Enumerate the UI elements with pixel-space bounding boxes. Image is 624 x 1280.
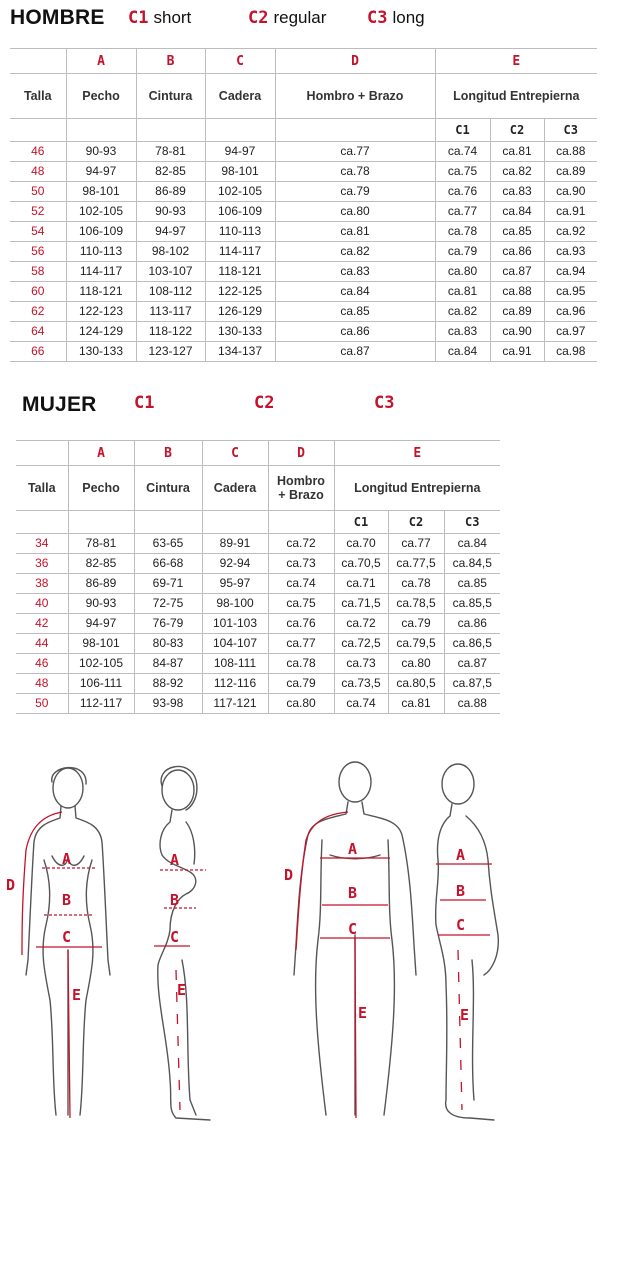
cell-pecho: 78-81 <box>68 534 134 554</box>
subheader-c3: C3 <box>444 511 500 534</box>
mujer-title: MUJER <box>22 393 97 416</box>
cell-entrepierna-c3: ca.98 <box>544 342 597 362</box>
cell-entrepierna-c3: ca.86 <box>444 614 500 634</box>
cell-talla: 34 <box>16 534 68 554</box>
col-letter-c: C <box>202 441 268 466</box>
cell-cadera: 126-129 <box>205 302 275 322</box>
legend-label: regular <box>273 8 327 27</box>
subheader-c1: C1 <box>435 119 490 142</box>
cell-entrepierna-c3: ca.87,5 <box>444 674 500 694</box>
cell-hombro-brazo: ca.72 <box>268 534 334 554</box>
woman-front-label-e: E <box>72 986 82 1004</box>
cell-cintura: 88-92 <box>134 674 202 694</box>
cell-entrepierna-c2: ca.80 <box>388 654 444 674</box>
man-front-label-e: E <box>358 1004 368 1022</box>
man-side-label-a: A <box>456 846 466 864</box>
col-letter-a: A <box>68 441 134 466</box>
cell-talla: 60 <box>10 282 66 302</box>
header-talla: Talla <box>10 74 66 119</box>
legend-code: C1 <box>134 393 155 413</box>
cell-cintura: 123-127 <box>136 342 205 362</box>
cell-pecho: 110-113 <box>66 242 136 262</box>
cell-cintura: 86-89 <box>136 182 205 202</box>
cell-entrepierna-c1: ca.82 <box>435 302 490 322</box>
col-letter-d: D <box>275 49 435 74</box>
hombre-legend-c2 <box>248 8 326 28</box>
cell-entrepierna-c1: ca.70,5 <box>334 554 388 574</box>
cell-cadera: 130-133 <box>205 322 275 342</box>
cell-hombro-brazo: ca.78 <box>268 654 334 674</box>
cell-talla: 44 <box>16 634 68 654</box>
cell-pecho: 86-89 <box>68 574 134 594</box>
woman-side-label-b: B <box>170 891 180 909</box>
cell-cadera: 134-137 <box>205 342 275 362</box>
cell-entrepierna-c1: ca.72,5 <box>334 634 388 654</box>
cell-hombro-brazo: ca.77 <box>275 142 435 162</box>
cell-talla: 38 <box>16 574 68 594</box>
cell-entrepierna-c3: ca.95 <box>544 282 597 302</box>
subheader-c3: C3 <box>544 119 597 142</box>
cell-entrepierna-c2: ca.77,5 <box>388 554 444 574</box>
cell-cintura: 84-87 <box>134 654 202 674</box>
cell-cintura: 76-79 <box>134 614 202 634</box>
cell-entrepierna-c1: ca.70 <box>334 534 388 554</box>
table-row <box>16 674 500 694</box>
cell-cintura: 93-98 <box>134 694 202 714</box>
hombre-header <box>10 6 105 30</box>
cell-hombro-brazo: ca.80 <box>275 202 435 222</box>
mujer-legend-c3 <box>374 393 394 413</box>
cell-entrepierna-c2: ca.81 <box>388 694 444 714</box>
cell-hombro-brazo: ca.84 <box>275 282 435 302</box>
cell-cintura: 118-122 <box>136 322 205 342</box>
header-cadera: Cadera <box>205 74 275 119</box>
hombre-legend-c3 <box>367 8 425 28</box>
header-pecho: Pecho <box>68 466 134 511</box>
cell-talla: 40 <box>16 594 68 614</box>
cell-pecho: 98-101 <box>68 634 134 654</box>
cell-entrepierna-c2: ca.82 <box>490 162 544 182</box>
table-row <box>10 262 597 282</box>
cell-talla: 50 <box>16 694 68 714</box>
mujer-header <box>22 393 97 417</box>
header-hombro-line1: Hombro <box>277 474 325 488</box>
table-row <box>10 182 597 202</box>
cell-cintura: 82-85 <box>136 162 205 182</box>
table-row <box>10 222 597 242</box>
cell-hombro-brazo: ca.77 <box>268 634 334 654</box>
cell-cadera: 106-109 <box>205 202 275 222</box>
table-row <box>10 162 597 182</box>
cell-hombro-brazo: ca.78 <box>275 162 435 182</box>
cell-entrepierna-c1: ca.72 <box>334 614 388 634</box>
table-row <box>10 242 597 262</box>
cell-hombro-brazo: ca.75 <box>268 594 334 614</box>
cell-entrepierna-c2: ca.90 <box>490 322 544 342</box>
cell-pecho: 130-133 <box>66 342 136 362</box>
cell-entrepierna-c2: ca.78 <box>388 574 444 594</box>
legend-code: C3 <box>367 8 388 28</box>
cell-talla: 56 <box>10 242 66 262</box>
legend-code: C1 <box>128 8 149 28</box>
cell-entrepierna-c2: ca.91 <box>490 342 544 362</box>
cell-talla: 48 <box>10 162 66 182</box>
cell-hombro-brazo: ca.73 <box>268 554 334 574</box>
cell-hombro-brazo: ca.76 <box>268 614 334 634</box>
cell-hombro-brazo: ca.79 <box>275 182 435 202</box>
cell-entrepierna-c1: ca.74 <box>334 694 388 714</box>
cell-pecho: 114-117 <box>66 262 136 282</box>
cell-cadera: 98-100 <box>202 594 268 614</box>
mujer-size-table <box>16 440 500 714</box>
cell-talla: 54 <box>10 222 66 242</box>
cell-pecho: 102-105 <box>66 202 136 222</box>
cell-entrepierna-c3: ca.88 <box>444 694 500 714</box>
cell-entrepierna-c2: ca.79 <box>388 614 444 634</box>
cell-entrepierna-c2: ca.77 <box>388 534 444 554</box>
cell-pecho: 112-117 <box>68 694 134 714</box>
table-row <box>16 614 500 634</box>
cell-entrepierna-c2: ca.81 <box>490 142 544 162</box>
header-hombro-line2: + Brazo <box>278 488 324 502</box>
cell-entrepierna-c1: ca.75 <box>435 162 490 182</box>
woman-side-figure <box>158 767 210 1120</box>
woman-front-label-b: B <box>62 891 72 909</box>
cell-entrepierna-c1: ca.84 <box>435 342 490 362</box>
cell-talla: 64 <box>10 322 66 342</box>
man-side-label-e: E <box>460 1006 470 1024</box>
cell-cadera: 101-103 <box>202 614 268 634</box>
legend-code: C2 <box>254 393 275 413</box>
legend-code: C2 <box>248 8 269 28</box>
cell-entrepierna-c3: ca.88 <box>544 142 597 162</box>
hombre-rows <box>10 142 597 362</box>
cell-entrepierna-c3: ca.86,5 <box>444 634 500 654</box>
cell-entrepierna-c3: ca.89 <box>544 162 597 182</box>
cell-cintura: 94-97 <box>136 222 205 242</box>
hombre-title: HOMBRE <box>10 6 105 29</box>
cell-pecho: 122-123 <box>66 302 136 322</box>
cell-talla: 50 <box>10 182 66 202</box>
cell-hombro-brazo: ca.83 <box>275 262 435 282</box>
table-row <box>10 142 597 162</box>
cell-hombro-brazo: ca.86 <box>275 322 435 342</box>
cell-cintura: 113-117 <box>136 302 205 322</box>
woman-front-label-a: A <box>62 850 72 868</box>
cell-cintura: 63-65 <box>134 534 202 554</box>
cell-entrepierna-c2: ca.83 <box>490 182 544 202</box>
cell-entrepierna-c1: ca.78 <box>435 222 490 242</box>
cell-pecho: 106-109 <box>66 222 136 242</box>
cell-talla: 62 <box>10 302 66 322</box>
cell-cintura: 108-112 <box>136 282 205 302</box>
cell-entrepierna-c3: ca.97 <box>544 322 597 342</box>
cell-cadera: 98-101 <box>205 162 275 182</box>
man-front-label-b: B <box>348 884 358 902</box>
cell-entrepierna-c2: ca.89 <box>490 302 544 322</box>
legend-label: long <box>392 8 425 27</box>
cell-entrepierna-c1: ca.79 <box>435 242 490 262</box>
cell-talla: 52 <box>10 202 66 222</box>
cell-entrepierna-c1: ca.73,5 <box>334 674 388 694</box>
man-side-label-c: C <box>456 916 466 934</box>
cell-hombro-brazo: ca.79 <box>268 674 334 694</box>
header-talla: Talla <box>16 466 68 511</box>
col-letter-a: A <box>66 49 136 74</box>
cell-cintura: 72-75 <box>134 594 202 614</box>
legend-code: C3 <box>374 393 395 413</box>
woman-front-label-c: C <box>62 928 72 946</box>
cell-entrepierna-c2: ca.86 <box>490 242 544 262</box>
cell-entrepierna-c2: ca.80,5 <box>388 674 444 694</box>
table-row <box>16 554 500 574</box>
cell-cadera: 108-111 <box>202 654 268 674</box>
cell-entrepierna-c1: ca.80 <box>435 262 490 282</box>
cell-pecho: 94-97 <box>66 162 136 182</box>
cell-entrepierna-c3: ca.84 <box>444 534 500 554</box>
table-row <box>10 342 597 362</box>
cell-cadera: 122-125 <box>205 282 275 302</box>
table-row <box>16 594 500 614</box>
cell-hombro-brazo: ca.85 <box>275 302 435 322</box>
cell-entrepierna-c1: ca.71,5 <box>334 594 388 614</box>
cell-cintura: 66-68 <box>134 554 202 574</box>
cell-entrepierna-c3: ca.87 <box>444 654 500 674</box>
header-cadera: Cadera <box>202 466 268 511</box>
cell-pecho: 90-93 <box>66 142 136 162</box>
cell-cintura: 98-102 <box>136 242 205 262</box>
cell-entrepierna-c3: ca.90 <box>544 182 597 202</box>
table-row <box>10 202 597 222</box>
cell-entrepierna-c1: ca.74 <box>435 142 490 162</box>
cell-pecho: 118-121 <box>66 282 136 302</box>
cell-entrepierna-c1: ca.71 <box>334 574 388 594</box>
man-front-label-d: D <box>284 866 294 884</box>
mujer-legend-c2 <box>254 393 274 413</box>
cell-entrepierna-c3: ca.92 <box>544 222 597 242</box>
header-cintura: Cintura <box>134 466 202 511</box>
cell-entrepierna-c3: ca.94 <box>544 262 597 282</box>
col-letter-d: D <box>268 441 334 466</box>
woman-side-label-a: A <box>170 851 180 869</box>
header-hombro-brazo <box>268 466 334 511</box>
col-letter-e: E <box>334 441 500 466</box>
header-entrepierna: Longitud Entrepierna <box>435 74 597 119</box>
cell-pecho: 106-111 <box>68 674 134 694</box>
cell-entrepierna-c2: ca.84 <box>490 202 544 222</box>
hombre-legend-c1 <box>128 8 191 28</box>
cell-cintura: 80-83 <box>134 634 202 654</box>
woman-side-label-c: C <box>170 928 180 946</box>
col-letter-b: B <box>134 441 202 466</box>
cell-pecho: 102-105 <box>68 654 134 674</box>
cell-entrepierna-c1: ca.73 <box>334 654 388 674</box>
table-row <box>10 322 597 342</box>
cell-hombro-brazo: ca.87 <box>275 342 435 362</box>
table-row <box>16 634 500 654</box>
subheader-c2: C2 <box>490 119 544 142</box>
cell-entrepierna-c1: ca.83 <box>435 322 490 342</box>
cell-entrepierna-c2: ca.87 <box>490 262 544 282</box>
woman-side-label-e: E <box>177 981 187 999</box>
cell-cadera: 92-94 <box>202 554 268 574</box>
cell-pecho: 124-129 <box>66 322 136 342</box>
hombre-size-table <box>10 48 597 362</box>
cell-entrepierna-c2: ca.78,5 <box>388 594 444 614</box>
cell-talla: 46 <box>16 654 68 674</box>
man-side-figure <box>436 764 499 1120</box>
cell-cadera: 95-97 <box>202 574 268 594</box>
cell-talla: 42 <box>16 614 68 634</box>
man-front-label-c: C <box>348 920 358 938</box>
man-front-label-a: A <box>348 840 358 858</box>
cell-talla: 46 <box>10 142 66 162</box>
cell-pecho: 82-85 <box>68 554 134 574</box>
mujer-legend-c1 <box>134 393 154 413</box>
table-row <box>16 654 500 674</box>
mujer-rows <box>16 534 500 714</box>
legend-label: short <box>153 8 192 27</box>
cell-entrepierna-c3: ca.85,5 <box>444 594 500 614</box>
cell-entrepierna-c3: ca.85 <box>444 574 500 594</box>
cell-entrepierna-c3: ca.91 <box>544 202 597 222</box>
cell-talla: 36 <box>16 554 68 574</box>
cell-entrepierna-c2: ca.79,5 <box>388 634 444 654</box>
table-row <box>16 534 500 554</box>
col-letter-e: E <box>435 49 597 74</box>
cell-pecho: 90-93 <box>68 594 134 614</box>
cell-cadera: 89-91 <box>202 534 268 554</box>
cell-entrepierna-c3: ca.84,5 <box>444 554 500 574</box>
subheader-c1: C1 <box>334 511 388 534</box>
cell-pecho: 98-101 <box>66 182 136 202</box>
header-cintura: Cintura <box>136 74 205 119</box>
cell-cadera: 102-105 <box>205 182 275 202</box>
cell-entrepierna-c1: ca.81 <box>435 282 490 302</box>
cell-entrepierna-c3: ca.96 <box>544 302 597 322</box>
cell-hombro-brazo: ca.82 <box>275 242 435 262</box>
cell-pecho: 94-97 <box>68 614 134 634</box>
cell-cintura: 103-107 <box>136 262 205 282</box>
col-letter-b: B <box>136 49 205 74</box>
cell-talla: 48 <box>16 674 68 694</box>
header-hombro-brazo: Hombro + Brazo <box>275 74 435 119</box>
cell-cintura: 78-81 <box>136 142 205 162</box>
cell-entrepierna-c3: ca.93 <box>544 242 597 262</box>
cell-talla: 66 <box>10 342 66 362</box>
woman-front-label-d: D <box>6 876 16 894</box>
cell-talla: 58 <box>10 262 66 282</box>
cell-cintura: 69-71 <box>134 574 202 594</box>
table-row <box>10 282 597 302</box>
cell-hombro-brazo: ca.80 <box>268 694 334 714</box>
header-pecho: Pecho <box>66 74 136 119</box>
body-measurement-figures <box>0 760 624 1130</box>
table-row <box>16 694 500 714</box>
cell-hombro-brazo: ca.81 <box>275 222 435 242</box>
cell-entrepierna-c2: ca.88 <box>490 282 544 302</box>
cell-hombro-brazo: ca.74 <box>268 574 334 594</box>
cell-cadera: 118-121 <box>205 262 275 282</box>
cell-cintura: 90-93 <box>136 202 205 222</box>
header-entrepierna: Longitud Entrepierna <box>334 466 500 511</box>
col-letter-c: C <box>205 49 275 74</box>
cell-cadera: 114-117 <box>205 242 275 262</box>
table-row <box>10 302 597 322</box>
cell-cadera: 110-113 <box>205 222 275 242</box>
cell-cadera: 104-107 <box>202 634 268 654</box>
man-side-label-b: B <box>456 882 466 900</box>
cell-entrepierna-c2: ca.85 <box>490 222 544 242</box>
cell-entrepierna-c1: ca.77 <box>435 202 490 222</box>
cell-cadera: 94-97 <box>205 142 275 162</box>
cell-entrepierna-c1: ca.76 <box>435 182 490 202</box>
cell-cadera: 112-116 <box>202 674 268 694</box>
subheader-c2: C2 <box>388 511 444 534</box>
cell-cadera: 117-121 <box>202 694 268 714</box>
table-row <box>16 574 500 594</box>
